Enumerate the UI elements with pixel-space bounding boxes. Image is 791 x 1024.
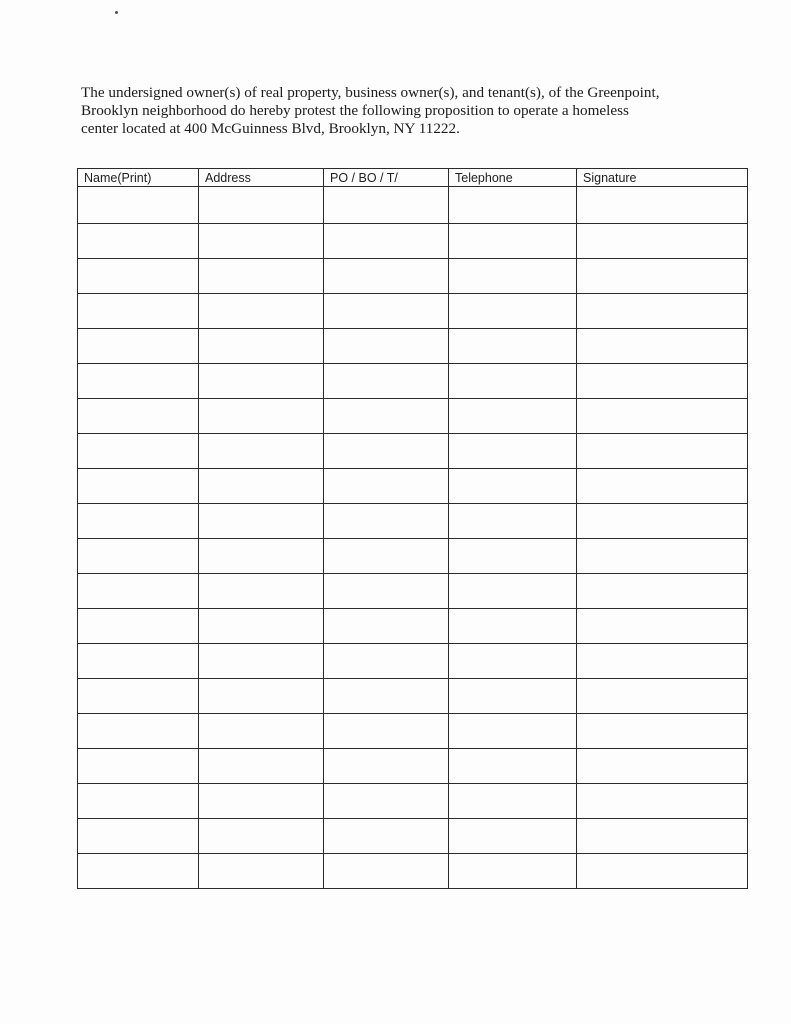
signature-cell[interactable]: [577, 644, 748, 679]
po-bo-t-cell[interactable]: [324, 259, 449, 294]
telephone-cell[interactable]: [449, 399, 577, 434]
name-cell[interactable]: [78, 749, 199, 784]
telephone-cell[interactable]: [449, 819, 577, 854]
signature-cell[interactable]: [577, 714, 748, 749]
signature-cell[interactable]: [577, 539, 748, 574]
po-bo-t-cell[interactable]: [324, 224, 449, 259]
address-cell[interactable]: [199, 187, 324, 224]
address-cell[interactable]: [199, 539, 324, 574]
po-bo-t-cell[interactable]: [324, 399, 449, 434]
telephone-cell[interactable]: [449, 854, 577, 889]
name-cell[interactable]: [78, 399, 199, 434]
po-bo-t-cell[interactable]: [324, 504, 449, 539]
name-cell[interactable]: [78, 469, 199, 504]
column-header-po-bo-t: PO / BO / T/: [324, 169, 449, 187]
signature-cell[interactable]: [577, 224, 748, 259]
po-bo-t-cell[interactable]: [324, 434, 449, 469]
signature-cell[interactable]: [577, 434, 748, 469]
address-cell[interactable]: [199, 469, 324, 504]
name-cell[interactable]: [78, 679, 199, 714]
statement-line-2: Brooklyn neighborhood do hereby protest the following proposition to operate a homeless: [81, 102, 629, 119]
signature-cell[interactable]: [577, 679, 748, 714]
address-cell[interactable]: [199, 679, 324, 714]
po-bo-t-cell[interactable]: [324, 714, 449, 749]
po-bo-t-cell[interactable]: [324, 187, 449, 224]
column-header-name: Name(Print): [78, 169, 199, 187]
statement-line-1: The undersigned owner(s) of real property, business owner(s), and tenant(s), of the Greenpoint,: [81, 84, 660, 101]
name-cell[interactable]: [78, 644, 199, 679]
column-header-address: Address: [199, 169, 324, 187]
name-cell[interactable]: [78, 714, 199, 749]
address-cell[interactable]: [199, 644, 324, 679]
address-cell[interactable]: [199, 819, 324, 854]
address-cell[interactable]: [199, 434, 324, 469]
name-cell[interactable]: [78, 364, 199, 399]
signature-cell[interactable]: [577, 504, 748, 539]
po-bo-t-cell[interactable]: [324, 784, 449, 819]
table-header-row: [78, 169, 748, 187]
address-cell[interactable]: [199, 364, 324, 399]
po-bo-t-cell[interactable]: [324, 329, 449, 364]
signature-cell[interactable]: [577, 329, 748, 364]
address-cell[interactable]: [199, 259, 324, 294]
telephone-cell[interactable]: [449, 784, 577, 819]
signature-cell[interactable]: [577, 854, 748, 889]
address-cell[interactable]: [199, 574, 324, 609]
signature-cell[interactable]: [577, 609, 748, 644]
petition-statement: [81, 84, 721, 138]
telephone-cell[interactable]: [449, 714, 577, 749]
po-bo-t-cell[interactable]: [324, 609, 449, 644]
name-cell[interactable]: [78, 329, 199, 364]
signature-cell[interactable]: [577, 819, 748, 854]
address-cell[interactable]: [199, 329, 324, 364]
address-cell[interactable]: [199, 854, 324, 889]
address-cell[interactable]: [199, 714, 324, 749]
address-cell[interactable]: [199, 224, 324, 259]
scan-speck: [115, 11, 118, 14]
signature-cell[interactable]: [577, 399, 748, 434]
telephone-cell[interactable]: [449, 329, 577, 364]
address-cell[interactable]: [199, 609, 324, 644]
table-row: [78, 294, 748, 329]
table-row: [78, 224, 748, 259]
telephone-cell[interactable]: [449, 294, 577, 329]
table-row: [78, 714, 748, 749]
name-cell[interactable]: [78, 434, 199, 469]
telephone-cell[interactable]: [449, 749, 577, 784]
name-cell[interactable]: [78, 294, 199, 329]
signature-cell[interactable]: [577, 574, 748, 609]
signature-cell[interactable]: [577, 364, 748, 399]
address-cell[interactable]: [199, 294, 324, 329]
po-bo-t-cell[interactable]: [324, 469, 449, 504]
table-row: [78, 469, 748, 504]
telephone-cell[interactable]: [449, 609, 577, 644]
telephone-cell[interactable]: [449, 644, 577, 679]
telephone-cell[interactable]: [449, 469, 577, 504]
name-cell[interactable]: [78, 574, 199, 609]
signature-cell[interactable]: [577, 784, 748, 819]
table-row: [78, 679, 748, 714]
statement-line-3: center located at 400 McGuinness Blvd, Brooklyn, NY 11222.: [81, 120, 460, 137]
signature-cell[interactable]: [577, 749, 748, 784]
table-row: [78, 329, 748, 364]
telephone-cell[interactable]: [449, 259, 577, 294]
telephone-cell[interactable]: [449, 224, 577, 259]
name-cell[interactable]: [78, 187, 199, 224]
po-bo-t-cell[interactable]: [324, 364, 449, 399]
telephone-cell[interactable]: [449, 539, 577, 574]
po-bo-t-cell[interactable]: [324, 854, 449, 889]
table-row: [78, 749, 748, 784]
po-bo-t-cell[interactable]: [324, 679, 449, 714]
signature-cell[interactable]: [577, 294, 748, 329]
signature-cell[interactable]: [577, 259, 748, 294]
address-cell[interactable]: [199, 399, 324, 434]
table-row: [78, 187, 748, 224]
po-bo-t-cell[interactable]: [324, 749, 449, 784]
po-bo-t-cell[interactable]: [324, 294, 449, 329]
table-row: [78, 539, 748, 574]
po-bo-t-cell[interactable]: [324, 574, 449, 609]
telephone-cell[interactable]: [449, 679, 577, 714]
table-row: [78, 364, 748, 399]
telephone-cell[interactable]: [449, 364, 577, 399]
column-header-telephone: Telephone: [449, 169, 577, 187]
table-row: [78, 259, 748, 294]
po-bo-t-cell[interactable]: [324, 539, 449, 574]
signature-cell[interactable]: [577, 469, 748, 504]
name-cell[interactable]: [78, 609, 199, 644]
address-cell[interactable]: [199, 749, 324, 784]
table-row: [78, 399, 748, 434]
table-row: [78, 609, 748, 644]
name-cell[interactable]: [78, 784, 199, 819]
name-cell[interactable]: [78, 224, 199, 259]
address-cell[interactable]: [199, 504, 324, 539]
telephone-cell[interactable]: [449, 574, 577, 609]
table-row: [78, 784, 748, 819]
table-row: [78, 434, 748, 469]
name-cell[interactable]: [78, 504, 199, 539]
name-cell[interactable]: [78, 539, 199, 574]
po-bo-t-cell[interactable]: [324, 644, 449, 679]
column-header-signature: Signature: [577, 169, 748, 187]
signature-cell[interactable]: [577, 187, 748, 224]
table-row: [78, 854, 748, 889]
table-row: [78, 574, 748, 609]
table-row: [78, 819, 748, 854]
address-cell[interactable]: [199, 784, 324, 819]
telephone-cell[interactable]: [449, 434, 577, 469]
table-row: [78, 644, 748, 679]
name-cell[interactable]: [78, 854, 199, 889]
signature-table: [77, 168, 748, 889]
telephone-cell[interactable]: [449, 187, 577, 224]
name-cell[interactable]: [78, 819, 199, 854]
table-body: [78, 187, 748, 889]
telephone-cell[interactable]: [449, 504, 577, 539]
po-bo-t-cell[interactable]: [324, 819, 449, 854]
table-row: [78, 504, 748, 539]
name-cell[interactable]: [78, 259, 199, 294]
